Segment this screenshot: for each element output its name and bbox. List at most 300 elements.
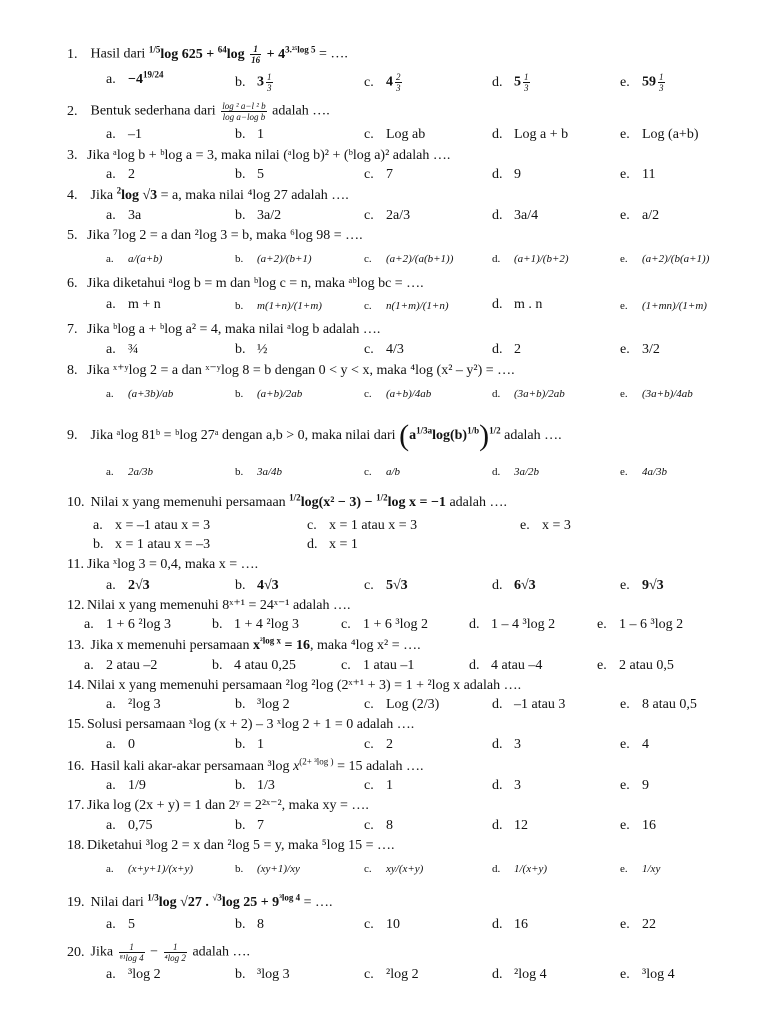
question-text: Jika ᵃlog b + ᵇlog a = 3, maka nilai (ᵃlog b)² + (ᵇlog a)² adalah …. [87, 148, 451, 163]
option-a[interactable] [84, 658, 157, 674]
option-e[interactable] [520, 518, 571, 534]
option-value: xy/(x+y) [386, 863, 424, 875]
option-d[interactable] [492, 251, 569, 267]
option-label: c. [364, 863, 372, 875]
option-label: c. [364, 208, 374, 223]
option-value: 1 + 6 ³log 2 [363, 617, 428, 632]
option-b[interactable] [235, 737, 264, 753]
option-label: a. [106, 737, 116, 752]
option-d[interactable] [492, 167, 521, 183]
question-text: Jika ˣlog 3 = 0,4, maka x = …. [87, 557, 259, 572]
math-expression: $^{1/5}$log 625 + $^{64}$log $\frac{1}{16}$ + $4^{3.^{25}log 5}$ [148, 44, 316, 65]
option-a[interactable] [106, 861, 193, 877]
option-e[interactable] [620, 818, 656, 834]
option-label: a. [106, 818, 116, 833]
question-4 [67, 185, 349, 204]
option-e[interactable] [620, 861, 660, 877]
question-15 [67, 717, 414, 733]
question-19 [67, 892, 333, 911]
option-e[interactable] [597, 617, 683, 633]
option-d[interactable] [469, 658, 542, 674]
option-value: ³log 3 [257, 967, 290, 982]
option-d[interactable] [492, 967, 547, 983]
option-value: 2 atau –2 [106, 658, 158, 673]
option-value: –1 atau 3 [514, 697, 566, 712]
option-label: a. [106, 297, 116, 312]
option-label: d. [492, 466, 501, 478]
option-label: b. [235, 737, 246, 752]
option-value: 2 [386, 737, 393, 752]
option-c[interactable] [341, 617, 428, 633]
option-a[interactable] [106, 818, 153, 834]
option-d[interactable] [492, 917, 528, 933]
option-a[interactable] [106, 967, 161, 983]
option-b[interactable] [235, 342, 268, 358]
option-d[interactable]: d. 5 $\frac{1}{3}$ [492, 72, 529, 93]
question-20: 20. Jika $\frac{1}{\text{⁸¹log 4}}$ − $\frac{1}{\text{⁴log 2}}$ adalah …. [67, 942, 250, 963]
option-label: e. [620, 917, 630, 932]
question-text-end: = a, maka nilai ⁴log 27 adalah …. [160, 188, 349, 203]
option-e[interactable] [620, 167, 655, 183]
option-a[interactable] [106, 697, 161, 713]
option-value: 22 [642, 917, 656, 932]
option-label: d. [492, 818, 503, 833]
option-value: 3a/2b [514, 466, 540, 478]
option-b[interactable]: b. 3 $\frac{1}{3}$ [235, 72, 272, 93]
option-b[interactable] [235, 167, 264, 183]
question-text: Nilai x yang memenuhi persamaan ²log ²log (2ˣ⁺¹ + 3) = 1 + ²log x adalah …. [87, 678, 522, 693]
option-label: c. [364, 967, 374, 982]
option-label: c. [364, 737, 374, 752]
option-c[interactable] [364, 818, 393, 834]
option-value: 2 [514, 342, 521, 357]
option-c[interactable] [364, 298, 449, 314]
question-number: 1. [67, 46, 78, 62]
option-value: 1/xy [642, 863, 661, 875]
math-expression: $x^{^2log x} = 16$ [253, 635, 310, 653]
option-value: 9√3 [642, 578, 664, 593]
option-a[interactable] [106, 578, 150, 594]
option-c[interactable] [364, 342, 404, 358]
option-label: c. [364, 466, 372, 478]
option-label: a. [84, 617, 94, 632]
option-value: 16 [642, 818, 656, 833]
option-label: d. [492, 167, 503, 182]
option-value: 11 [642, 167, 656, 182]
option-value: ²log 3 [128, 697, 161, 712]
option-value: (a+b)/2ab [257, 388, 303, 400]
option-value: 1 – 6 ³log 2 [619, 617, 684, 632]
option-e[interactable] [620, 578, 664, 594]
option-label: d. [492, 778, 503, 793]
option-b[interactable] [212, 617, 299, 633]
option-label: d. [492, 253, 501, 265]
option-value: 4/3 [386, 342, 404, 357]
option-a[interactable] [106, 251, 162, 267]
option-b[interactable] [212, 658, 296, 674]
question-12 [67, 598, 351, 614]
option-label: a. [106, 917, 116, 932]
question-text-end: = …. [303, 895, 333, 910]
option-b[interactable] [235, 778, 275, 794]
option-label: c. [364, 697, 374, 712]
option-value: 10 [386, 917, 400, 932]
option-value: 3/2 [642, 342, 660, 357]
option-label: d. [492, 297, 503, 312]
option-c[interactable] [364, 967, 419, 983]
option-label: b. [235, 167, 246, 182]
option-value: (a+3b)/ab [128, 388, 174, 400]
option-value: ³log 4 [642, 967, 675, 982]
option-value: ³log 2 [257, 697, 290, 712]
option-value: 3a/2 [257, 208, 282, 223]
option-e[interactable] [620, 778, 649, 794]
option-value: x = 1 [329, 537, 358, 552]
option-value: 3 [514, 778, 521, 793]
option-value: 9 [514, 167, 521, 182]
question-11 [67, 557, 258, 573]
option-c[interactable] [364, 464, 400, 480]
option-e[interactable] [620, 208, 659, 224]
option-value: 1 + 6 ²log 3 [106, 617, 171, 632]
question-text: Jika diketahui ᵃlog b = m dan ᵇlog c = n, maka ᵃᵇlog bc = …. [87, 276, 424, 291]
option-c[interactable] [341, 658, 414, 674]
option-label: a. [93, 518, 103, 533]
option-e[interactable] [620, 917, 656, 933]
option-c[interactable] [364, 578, 408, 594]
option-c[interactable] [364, 127, 425, 143]
option-b[interactable] [235, 917, 264, 933]
option-label: c. [364, 778, 374, 793]
option-label: b. [235, 253, 244, 265]
option-value: 8 [386, 818, 393, 833]
option-a[interactable] [106, 778, 146, 794]
option-b[interactable] [235, 298, 322, 314]
question-number: 14. [67, 678, 85, 693]
option-value: (1+mn)/(1+m) [642, 300, 707, 312]
option-c[interactable] [364, 778, 393, 794]
question-text-end: adalah …. [272, 103, 330, 119]
option-label: b. [235, 300, 244, 312]
option-value: 9 [642, 778, 649, 793]
option-label: b. [235, 697, 246, 712]
question-number: 11. [67, 557, 84, 572]
option-a[interactable] [106, 127, 142, 143]
option-a[interactable] [106, 208, 141, 224]
option-a[interactable] [106, 167, 135, 183]
option-d[interactable] [492, 297, 542, 313]
option-d[interactable] [492, 127, 568, 143]
option-value: 5 [128, 917, 135, 932]
option-c[interactable] [364, 737, 393, 753]
math-expression: $x^{(2+ ^3log )}$ [293, 756, 334, 774]
option-d[interactable] [492, 208, 538, 224]
question-10 [67, 492, 507, 511]
question-text: Diketahui ³log 2 = x dan ²log 5 = y, maka ⁵log 15 = …. [87, 838, 395, 853]
option-d[interactable] [492, 697, 565, 713]
option-label: b. [235, 917, 246, 932]
option-b[interactable] [93, 537, 210, 553]
question-number: 6. [67, 276, 78, 291]
option-value: 2a/3 [386, 208, 411, 223]
question-number: 7. [67, 322, 78, 337]
option-label: a. [106, 388, 114, 400]
question-13 [67, 635, 421, 654]
option-value: 5 [514, 74, 521, 90]
option-value: Log (a+b) [642, 127, 699, 142]
question-1 [67, 44, 348, 65]
option-label: c. [364, 578, 374, 593]
question-14 [67, 678, 521, 694]
option-b[interactable] [235, 861, 300, 877]
option-e[interactable] [620, 298, 707, 314]
option-d[interactable] [492, 386, 565, 402]
question-18 [67, 838, 394, 854]
option-value: Log (2/3) [386, 697, 440, 712]
option-a[interactable] [106, 737, 135, 753]
question-text: Hasil kali akar-akar persamaan ³log [90, 759, 290, 774]
question-text-end: = …. [319, 46, 348, 62]
question-text: Bentuk sederhana dari [90, 103, 216, 119]
option-label: e. [620, 737, 630, 752]
option-value: 3a/4 [514, 208, 539, 223]
option-value: 4√3 [257, 578, 279, 593]
option-label: d. [492, 697, 503, 712]
option-value: m + n [128, 297, 161, 312]
option-e[interactable]: e. 59 $\frac{1}{3}$ [620, 72, 664, 93]
option-b[interactable] [235, 386, 302, 402]
option-c[interactable] [364, 208, 410, 224]
option-label: d. [469, 658, 480, 673]
question-number: 15. [67, 717, 85, 732]
question-number: 3. [67, 148, 78, 163]
option-value: ²log 4 [514, 967, 547, 982]
option-value: 1/9 [128, 778, 146, 793]
option-value: (xy+1)/xy [257, 863, 300, 875]
option-value: (3a+b)/4ab [642, 388, 693, 400]
option-label: d. [492, 74, 503, 90]
option-label: d. [307, 537, 318, 552]
option-c[interactable] [364, 697, 439, 713]
option-label: b. [235, 127, 246, 142]
option-value: 3 [514, 737, 521, 752]
option-e[interactable] [620, 251, 709, 267]
option-c[interactable] [364, 167, 393, 183]
option-value: (a+2)/(a(b+1)) [386, 253, 454, 265]
option-label: e. [620, 342, 630, 357]
option-label: a. [106, 72, 116, 87]
option-value: (3a+b)/2ab [514, 388, 565, 400]
option-label: b. [235, 578, 246, 593]
option-label: c. [364, 342, 374, 357]
option-label: a. [106, 208, 116, 223]
option-c[interactable] [307, 518, 417, 534]
question-2 [67, 101, 330, 122]
question-text-end: = 15 adalah …. [337, 759, 424, 774]
option-value: (x+y+1)/(x+y) [128, 863, 194, 875]
option-value: ½ [257, 342, 268, 357]
option-label: b. [235, 778, 246, 793]
math-expression: $^{1/3}$log √27 . $^{√3}$log $25 + 9^{^3log 4}$ [147, 892, 301, 910]
option-c[interactable]: c. 4 $\frac{2}{3}$ [364, 72, 401, 93]
option-label: a. [106, 967, 116, 982]
option-a[interactable] [106, 342, 139, 358]
option-a[interactable]: a. $-4^{19/24}$ [106, 69, 164, 87]
option-a[interactable] [84, 617, 171, 633]
option-b[interactable] [235, 208, 281, 224]
option-label: b. [235, 466, 244, 478]
option-value: x = 1 atau x = –3 [115, 537, 211, 552]
question-number: 18. [67, 838, 85, 853]
option-label: b. [235, 342, 246, 357]
option-label: b. [93, 537, 104, 552]
option-label: a. [106, 578, 116, 593]
option-value: 1/3 [257, 778, 275, 793]
option-value: Log ab [386, 127, 426, 142]
option-d[interactable] [492, 342, 521, 358]
option-b[interactable] [235, 697, 290, 713]
option-label: b. [235, 388, 244, 400]
option-label: d. [492, 863, 501, 875]
option-label: d. [469, 617, 480, 632]
math-expression: $(a^{1/3a}\log(b)^{1/b})^{1/2}$ [399, 419, 501, 452]
option-label: d. [492, 578, 503, 593]
math-expression: $^2$log √3 [116, 185, 158, 203]
option-value: 59 [642, 74, 656, 90]
question-number: 4. [67, 188, 78, 203]
option-value: 4a/3b [642, 466, 668, 478]
option-a[interactable] [93, 518, 210, 534]
option-value: 1 atau –1 [363, 658, 415, 673]
option-label: a. [106, 127, 116, 142]
option-label: e. [620, 167, 630, 182]
option-a[interactable] [106, 464, 153, 480]
option-value: m(1+n)/(1+m) [257, 300, 322, 312]
option-value: 1 [257, 127, 264, 142]
option-label: c. [364, 167, 374, 182]
question-text: Jika ˣ⁺ʸlog 2 = a dan ˣ⁻ʸlog 8 = b dengan 0 < y < x, maka ⁴log (x² – y²) = …. [87, 363, 515, 378]
question-8 [67, 363, 515, 379]
option-value: 1 [257, 737, 264, 752]
question-text: Jika ᵃlog 81ᵇ = ᵇlog 27ᵃ dengan a,b > 0, maka nilai dari [90, 428, 396, 444]
option-value: 12 [514, 818, 528, 833]
option-value: 2 [128, 167, 135, 182]
option-e[interactable] [620, 737, 649, 753]
option-value: 7 [386, 167, 393, 182]
option-b[interactable] [235, 251, 312, 267]
option-label: d. [492, 342, 503, 357]
option-value: 1 + 4 ²log 3 [234, 617, 299, 632]
option-c[interactable] [364, 917, 400, 933]
option-value: (a+b)/4ab [386, 388, 432, 400]
option-label: d. [492, 208, 503, 223]
option-label: e. [597, 617, 607, 632]
option-label: d. [492, 917, 503, 932]
option-label: d. [492, 388, 501, 400]
option-b[interactable] [235, 464, 282, 480]
option-label: b. [235, 208, 246, 223]
question-number: 2. [67, 103, 78, 119]
option-d[interactable] [492, 737, 521, 753]
option-value: 5√3 [386, 578, 408, 593]
question-text-end: adalah …. [192, 944, 250, 960]
option-d[interactable] [307, 537, 358, 553]
option-value: (a+1)/(b+2) [514, 253, 569, 265]
option-d[interactable] [492, 818, 528, 834]
option-c[interactable] [364, 251, 453, 267]
option-a[interactable] [106, 386, 173, 402]
option-value: 5 [257, 167, 264, 182]
option-label: c. [307, 518, 317, 533]
option-value: a/b [386, 466, 401, 478]
option-value: 7 [257, 818, 264, 833]
option-label: c. [364, 388, 372, 400]
option-value: ¾ [128, 342, 139, 357]
question-text: Jika ᵇlog a + ᵇlog a² = 4, maka nilai ᵃlog b adalah …. [87, 322, 381, 337]
option-label: e. [597, 658, 607, 673]
option-label: c. [364, 253, 372, 265]
question-number: 19. [67, 895, 85, 910]
option-label: c. [364, 300, 372, 312]
option-label: e. [620, 697, 630, 712]
question-number: 20. [67, 944, 85, 960]
question-text: Jika [90, 188, 114, 203]
option-b[interactable] [235, 818, 264, 834]
option-c[interactable] [364, 861, 423, 877]
option-e[interactable] [620, 342, 660, 358]
option-value: 3 [257, 74, 264, 90]
question-text-end: , maka ⁴log x² = …. [309, 638, 421, 653]
option-e[interactable] [620, 967, 675, 983]
question-text: Nilai dari [90, 895, 144, 910]
option-value: 4 atau 0,25 [234, 658, 296, 673]
option-b[interactable] [235, 578, 279, 594]
question-number: 16. [67, 759, 85, 774]
question-text: Hasil dari [90, 46, 146, 62]
option-c[interactable] [364, 386, 431, 402]
option-e[interactable] [597, 658, 674, 674]
question-9 [67, 419, 562, 452]
option-a[interactable] [106, 917, 135, 933]
option-d[interactable] [492, 778, 521, 794]
option-d[interactable] [492, 861, 547, 877]
option-a[interactable] [106, 297, 161, 313]
option-label: b. [235, 863, 244, 875]
option-value: 4 atau –4 [491, 658, 543, 673]
option-e[interactable] [620, 464, 667, 480]
option-d[interactable] [492, 578, 536, 594]
option-d[interactable] [469, 617, 555, 633]
question-number: 17. [67, 798, 85, 813]
option-value: 4 [386, 74, 393, 90]
option-value: 1/(x+y) [514, 863, 548, 875]
option-d[interactable] [492, 464, 539, 480]
option-label: e. [520, 518, 530, 533]
option-e[interactable] [620, 697, 697, 713]
option-b[interactable] [235, 127, 264, 143]
option-label: a. [106, 342, 116, 357]
option-b[interactable] [235, 967, 290, 983]
question-number: 5. [67, 228, 78, 243]
option-e[interactable] [620, 127, 699, 143]
option-e[interactable] [620, 386, 693, 402]
option-label: b. [235, 967, 246, 982]
question-text: Nilai x yang memenuhi 8ˣ⁺¹ = 24ˣ⁻¹ adalah …. [87, 598, 351, 613]
option-label: e. [620, 127, 630, 142]
option-value: x = 3 [542, 518, 571, 533]
option-label: e. [620, 863, 628, 875]
option-value: a/2 [642, 208, 660, 223]
